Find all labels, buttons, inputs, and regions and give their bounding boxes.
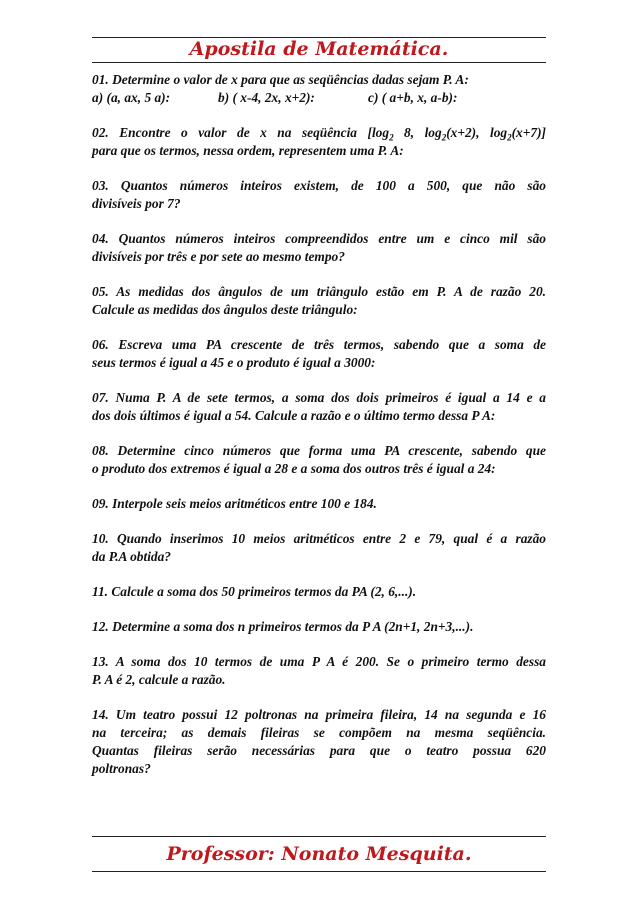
question-text: P. A é 2, calcule a razão. (92, 672, 226, 687)
question-text: poltronas? (92, 761, 151, 776)
question-09 (92, 495, 546, 513)
question-text: 07. Numa P. A de sete termos, a soma dos dois primeiros é igual a 14 e a (92, 390, 546, 405)
question-04 (92, 230, 546, 266)
option-a: a) (a, ax, 5 a): (92, 90, 171, 105)
question-06 (92, 336, 546, 372)
question-05 (92, 283, 546, 319)
question-text-part: (x+7)] (511, 125, 546, 140)
question-text-part: 02. Encontre o valor de x na seqüência [log (92, 125, 390, 140)
header-bottom-rule (92, 62, 546, 63)
question-text: 01. Determine o valor de x para que as seqüências dadas sejam P. A: (92, 72, 469, 87)
option-b: b) ( x-4, 2x, x+2): (218, 90, 315, 105)
footer-top-rule (92, 836, 546, 837)
log-base: 2 (507, 132, 512, 143)
question-text: o produto dos extremos é igual a 28 e a soma dos outros três é igual a 24: (92, 461, 496, 476)
option-c: c) ( a+b, x, a-b): (368, 90, 458, 105)
question-text: 04. Quantos números inteiros compreendidos entre um e cinco mil são (92, 231, 546, 246)
question-02 (92, 124, 546, 160)
question-text: Calcule as medidas dos ângulos deste triângulo: (92, 302, 358, 317)
question-text: 08. Determine cinco números que forma uma PA crescente, sabendo que (92, 443, 546, 458)
question-text: Quantas fileiras serão necessárias para que o teatro possua 620 (92, 743, 546, 758)
question-text (92, 124, 546, 142)
question-text: dos dois últimos é igual a 54. Calcule a razão e o último termo dessa P A: (92, 408, 496, 423)
question-01 (92, 71, 546, 107)
question-text: 12. Determine a soma dos n primeiros termos da P A (2n+1, 2n+3,...). (92, 619, 474, 634)
question-options (92, 89, 546, 107)
question-14 (92, 706, 546, 778)
question-text: 06. Escreva uma PA crescente de três termos, sabendo que a soma de (92, 337, 546, 352)
question-10 (92, 530, 546, 566)
question-text: divisíveis por 7? (92, 196, 181, 211)
question-text: 11. Calcule a soma dos 50 primeiros termos da PA (2, 6,...). (92, 584, 417, 599)
question-07 (92, 389, 546, 425)
question-text: 13. A soma dos 10 termos de uma P A é 200. Se o primeiro termo dessa (92, 654, 546, 669)
question-text: seus termos é igual a 45 e o produto é igual a 3000: (92, 355, 376, 370)
log-base: 2 (389, 132, 394, 143)
question-text: na terceira; as demais fileiras se compõem na mesma seqüência. (92, 725, 546, 740)
footer-title: Professor: Nonato Mesquita. (166, 843, 472, 865)
question-12 (92, 618, 546, 636)
question-text-part: 8, log (393, 125, 442, 140)
question-text: 05. As medidas dos ângulos de um triângulo estão em P. A de razão 20. (92, 284, 546, 299)
question-08 (92, 442, 546, 478)
question-text: 10. Quando inserimos 10 meios aritméticos entre 2 e 79, qual é a razão (92, 531, 546, 546)
question-list (92, 71, 546, 795)
question-text: divisíveis por três e por sete ao mesmo tempo? (92, 249, 345, 264)
footer-bottom-rule (92, 871, 546, 872)
question-text: 14. Um teatro possui 12 poltronas na primeira fileira, 14 na segunda e 16 (92, 707, 546, 722)
header-title: Apostila de Matemática. (189, 38, 449, 60)
question-13 (92, 653, 546, 689)
log-base: 2 (441, 132, 447, 143)
question-03 (92, 177, 546, 213)
question-text-part: (x+2), log (446, 125, 508, 140)
question-11 (92, 583, 546, 601)
question-text: 03. Quantos números inteiros existem, de 100 a 500, que não são (92, 178, 546, 193)
question-text: para que os termos, nessa ordem, representem uma P. A: (92, 143, 404, 158)
question-text: 09. Interpole seis meios aritméticos entre 100 e 184. (92, 496, 377, 511)
question-text: da P.A obtida? (92, 549, 171, 564)
